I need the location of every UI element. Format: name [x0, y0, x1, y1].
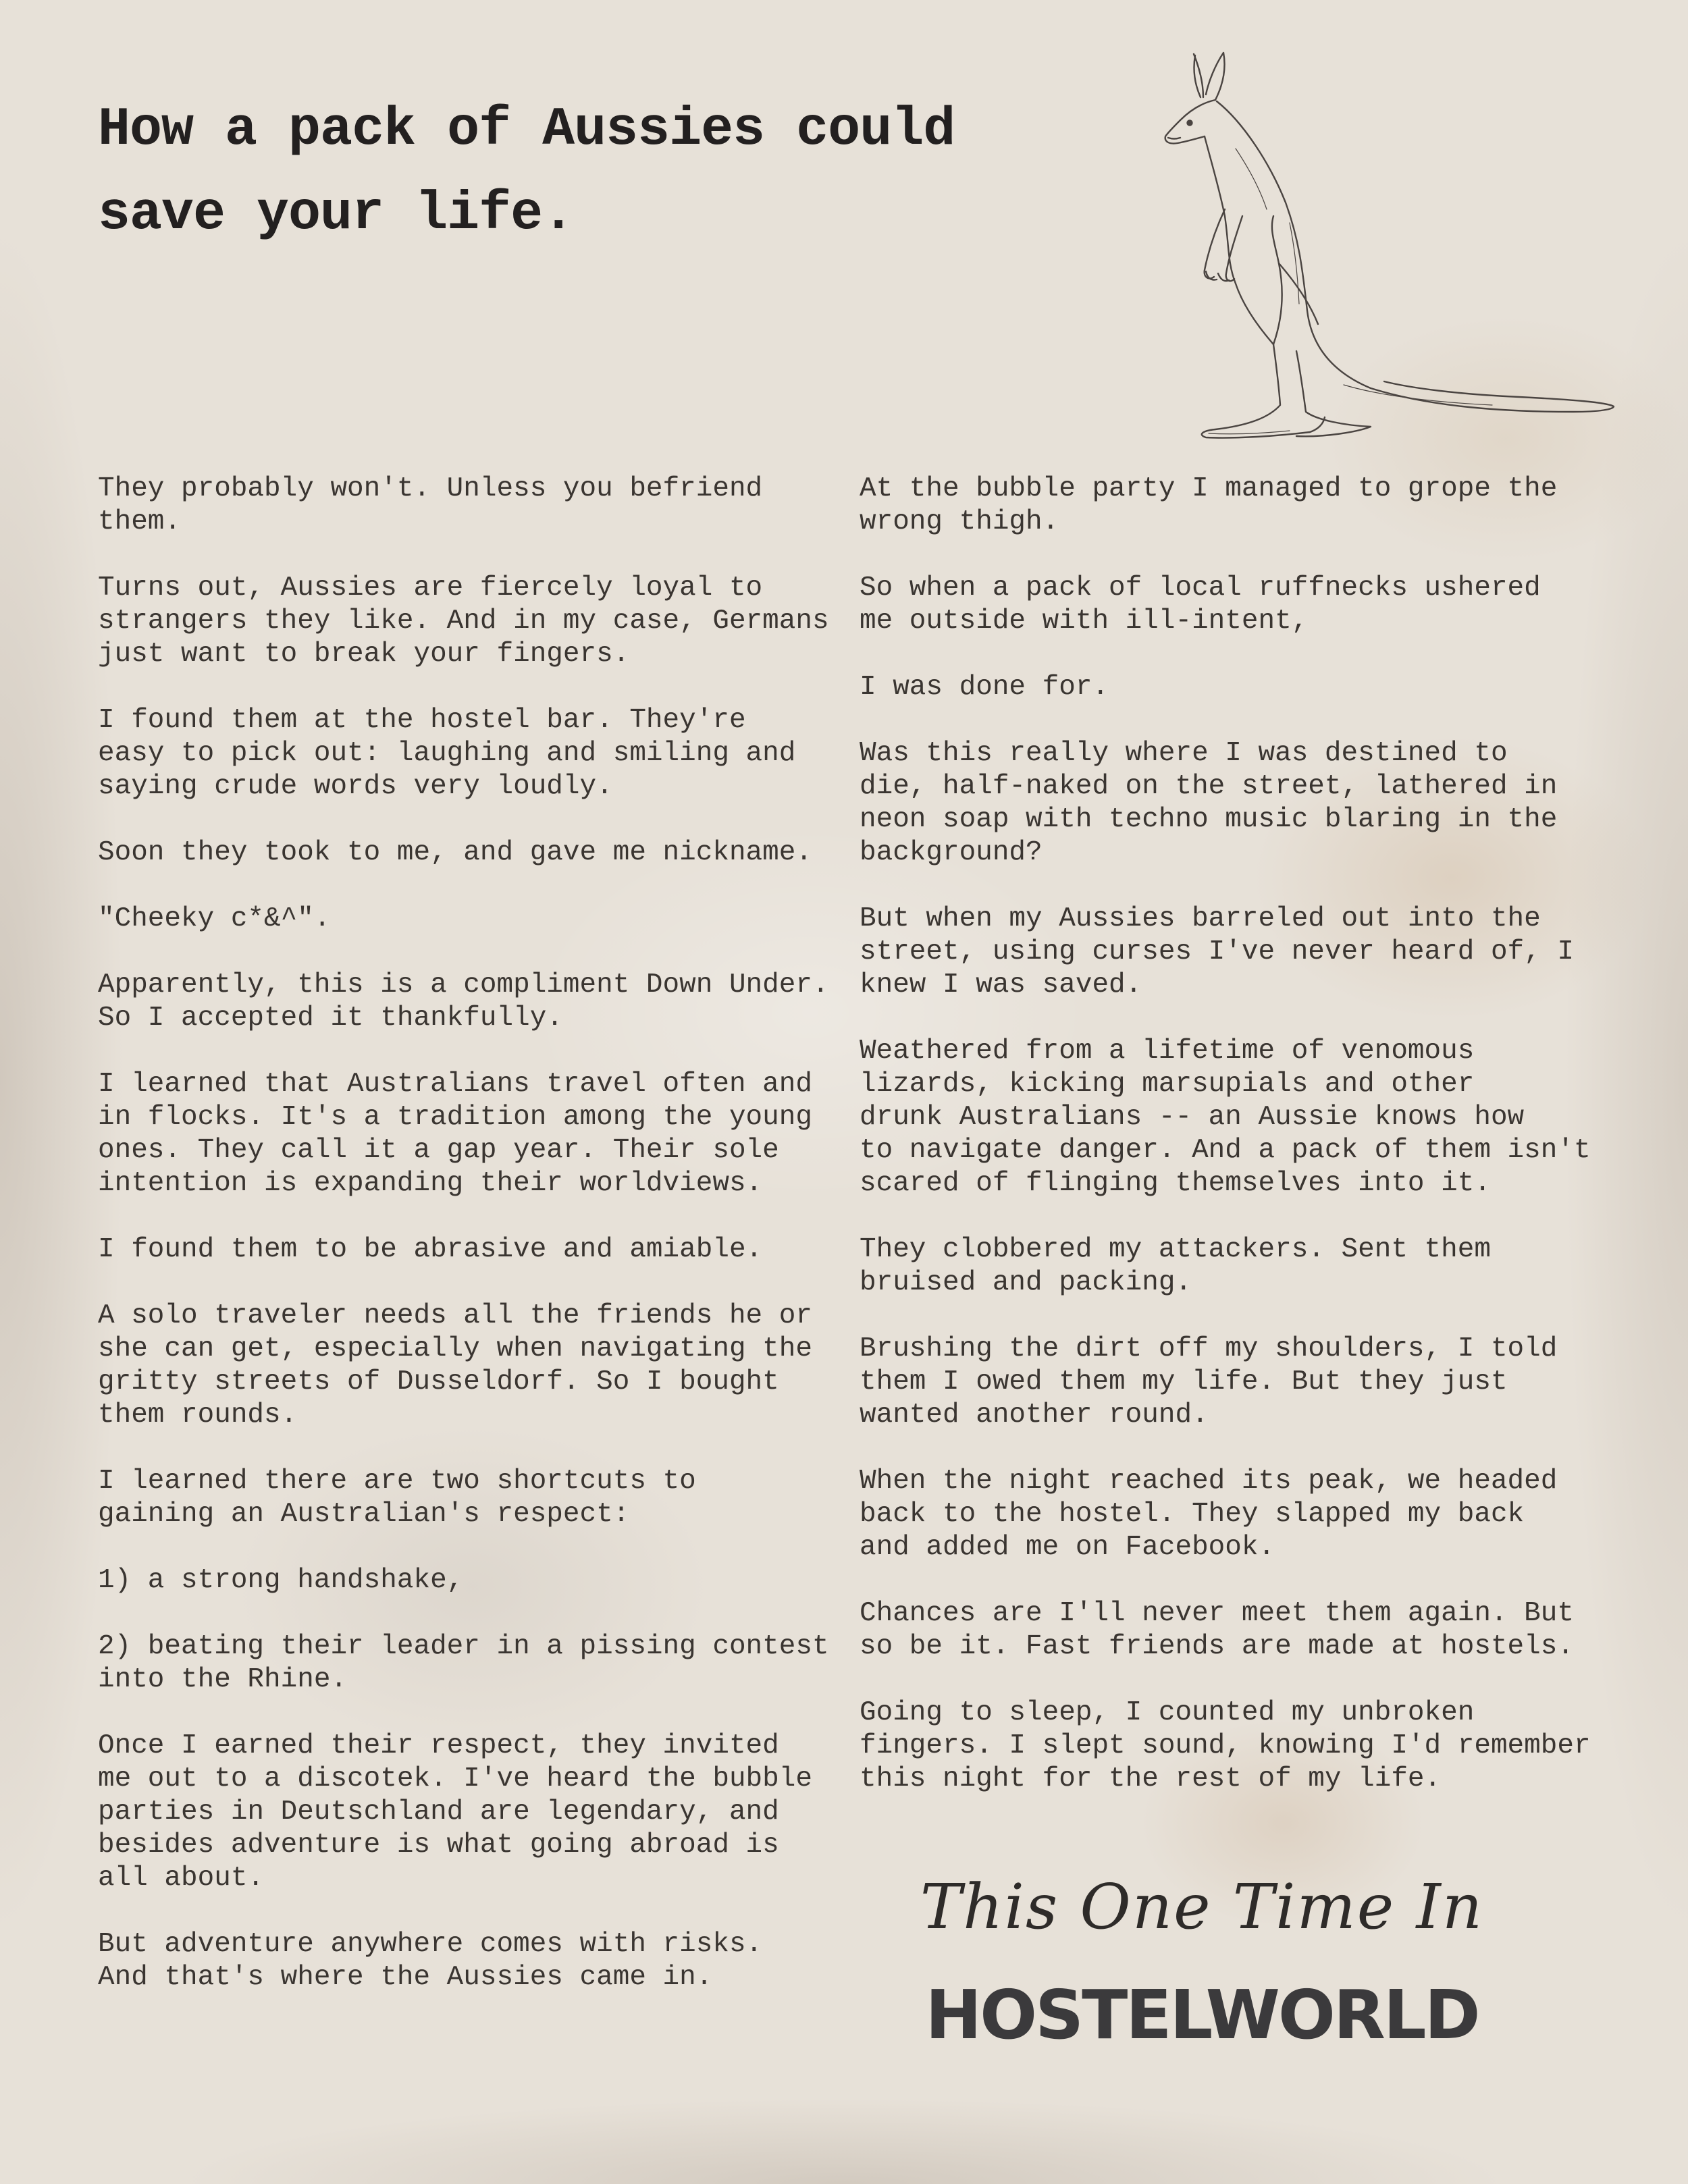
paragraph: They probably won't. Unless you befriend them. — [98, 473, 763, 537]
paragraph: But when my Aussies barreled out into the street, using curses I've never heard of, I knew I was saved. — [860, 903, 1574, 1001]
paragraph: I found them to be abrasive and amiable. — [98, 1234, 763, 1265]
article-title: How a pack of Aussies could save your life. — [98, 99, 955, 245]
paragraph: Once I earned their respect, they invited me out to a discotek. I've heard the bubble parties in Deutschland are legendary, and besides adventure is what going abroad is all about. — [98, 1730, 812, 1894]
paragraph: I learned that Australians travel often and in flocks. It's a tradition among the young ones. They call it a gap year. Their sole intention is expanding their worldviews. — [98, 1069, 812, 1199]
tagline-signature: This One Time In — [920, 1871, 1484, 1943]
kangaroo-icon — [1141, 47, 1620, 466]
paragraph: I found them at the hostel bar. They're easy to pick out: laughing and smiling and saying crude words very loudly. — [98, 705, 796, 802]
paragraph: 1) a strong handshake, — [98, 1565, 464, 1596]
paragraph: When the night reached its peak, we headed back to the hostel. They slapped my back and added me on Facebook. — [860, 1466, 1558, 1563]
paragraph: Was this really where I was destined to die, half-naked on the street, lathered in neon soap with techno music blaring in the background? — [860, 738, 1558, 868]
paragraph: Turns out, Aussies are fiercely loyal to strangers they like. And in my case, Germans just want to break your fingers. — [98, 572, 829, 670]
paragraph: Brushing the dirt off my shoulders, I told them I owed them my life. But they just wanted another round. — [860, 1333, 1558, 1431]
paragraph: But adventure anywhere comes with risks. And that's where the Aussies came in. — [98, 1929, 763, 1993]
paragraph: So when a pack of local ruffnecks ushered me outside with ill-intent, — [860, 572, 1541, 637]
paragraph: I was done for. — [860, 672, 1109, 703]
right-column — [860, 473, 1602, 1829]
paragraph: Apparently, this is a compliment Down Under. So I accepted it thankfully. — [98, 969, 829, 1034]
paragraph: I learned there are two shortcuts to gaining an Australian's respect: — [98, 1466, 696, 1530]
left-column — [98, 473, 834, 2027]
paragraph: Soon they took to me, and gave me nickname. — [98, 837, 812, 868]
paragraph: A solo traveler needs all the friends he or she can get, especially when navigating the gritty streets of Dusseldorf. So I bought them rounds. — [98, 1300, 812, 1431]
hostelworld-logo: HOSTELWORLD — [925, 1975, 1479, 2054]
paragraph: "Cheeky c*&^". — [98, 903, 331, 934]
paragraph: Going to sleep, I counted my unbroken fingers. I slept sound, knowing I'd remember this night for the rest of my life. — [860, 1697, 1591, 1794]
paragraph: Weathered from a lifetime of venomous lizards, kicking marsupials and other drunk Australians -- an Aussie knows how to navigate danger. And a pack of them isn't scared of flinging themselves into it. — [860, 1036, 1591, 1199]
paragraph: 2) beating their leader in a pissing contest into the Rhine. — [98, 1631, 829, 1695]
paragraph: At the bubble party I managed to grope the wrong thigh. — [860, 473, 1558, 537]
paragraph: They clobbered my attackers. Sent them bruised and packing. — [860, 1234, 1491, 1298]
paragraph: Chances are I'll never meet them again. But so be it. Fast friends are made at hostels. — [860, 1598, 1574, 1662]
